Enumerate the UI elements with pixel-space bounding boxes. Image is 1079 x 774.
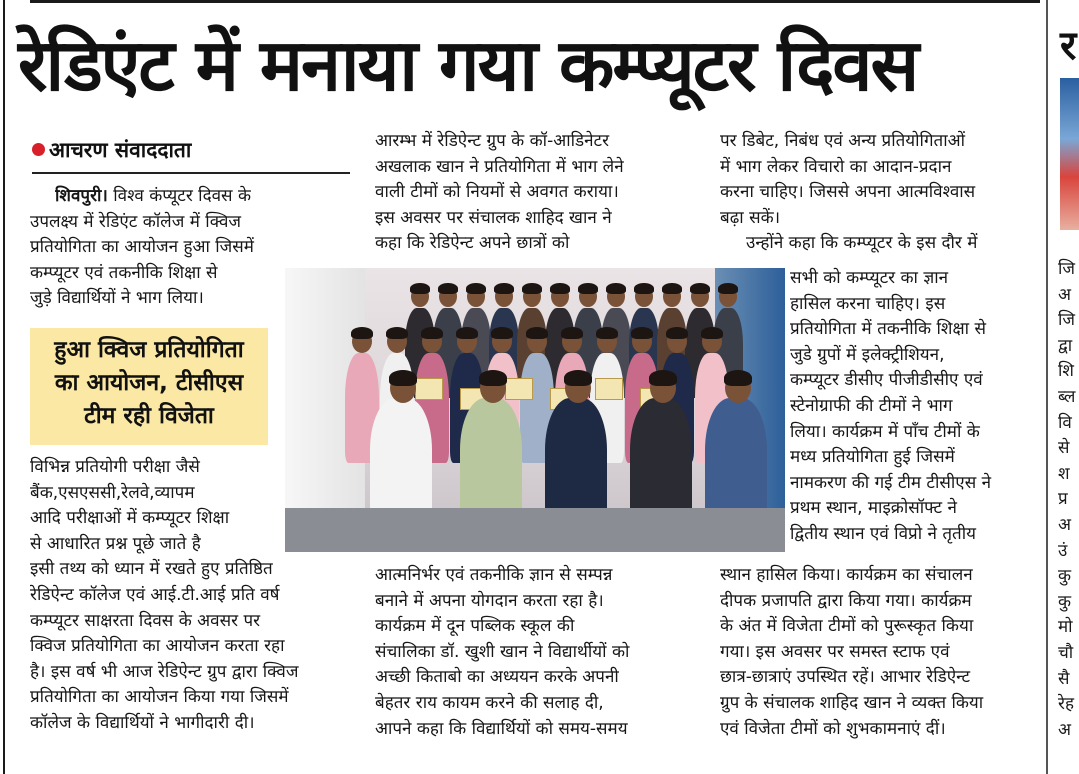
photo-person-hair	[421, 327, 443, 339]
article-line: मध्य प्रतियोगिता हुई जिसमें	[790, 447, 955, 468]
photo-person-hair	[718, 283, 738, 294]
adjacent-article-line: जि	[1058, 310, 1076, 331]
bullet-dot-icon	[32, 143, 45, 156]
photo-person-hair	[662, 283, 682, 294]
article-line: एवं विजेता टीमों को शुभकामनाएं दीं।	[720, 718, 946, 739]
adjacent-article-line: वि	[1058, 412, 1072, 433]
article-line	[55, 184, 251, 210]
article-line: ग्रुप के संचालक शाहिद खान ने व्यक्त किया	[720, 692, 984, 713]
certificate	[415, 378, 443, 400]
article-line: अखलाक खान ने प्रतियोगिता में भाग लेने	[375, 156, 624, 177]
adjacent-article-line: उं	[1058, 540, 1068, 561]
adjacent-article-line: अ	[1058, 284, 1071, 305]
byline	[32, 133, 191, 167]
article-line: प्रतियोगिता में तकनीकि शिक्षा से	[790, 319, 986, 340]
adjacent-article-line: अ	[1058, 514, 1071, 535]
article-line: कम्प्यूटर एवं तकनीकि शिक्षा से	[30, 262, 218, 283]
adjacent-article-line: रेह	[1058, 694, 1074, 715]
subheadline-box	[30, 328, 268, 445]
article-line: बेहतर राय कायम करने की सलाह दी,	[375, 692, 604, 713]
article-line: कम्प्यूटर साक्षरता दिवस के अवसर पर	[30, 610, 261, 631]
article-line: बैंक,एसएससी,रेलवे,व्यापम	[30, 482, 195, 503]
article-line: स्टेनोग्राफी की टीमों ने भाग	[790, 395, 953, 416]
article-line: सभी को कम्प्यूटर का ज्ञान	[790, 268, 949, 288]
article-line: दीपक प्रजापति द्वारा किया गया। कार्यक्रम	[720, 590, 972, 611]
column-2-top	[375, 129, 695, 257]
column-3-middle	[790, 266, 1040, 548]
article-line: संचालिका डॉ. खुशी खान ने विद्यार्थीयों को	[375, 641, 630, 662]
column-1-top	[55, 184, 251, 210]
article-line: पर डिबेट, निबंध एवं अन्य प्रतियोगिताओं	[720, 131, 965, 151]
adjacent-article-line: मो	[1058, 617, 1073, 638]
adjacent-article-line: कु	[1058, 591, 1072, 612]
photo-person-hair	[494, 283, 514, 294]
adjacent-article-line: कु	[1058, 566, 1072, 587]
photo-person-hair	[389, 370, 417, 386]
left-border-rule	[3, 0, 5, 774]
article-line: जुड़े विद्यार्थियों ने भाग लिया।	[30, 288, 204, 309]
adjacent-article-line: द्वा	[1058, 335, 1073, 356]
article-line: आदि परीक्षाओं में कम्प्यूटर शिक्षा	[30, 508, 230, 529]
certificate	[595, 378, 623, 400]
adjacent-article-text	[1058, 257, 1079, 774]
article-line: स्थान हासिल किया। कार्यक्रम का संचालन	[720, 565, 973, 585]
photo-person-hair	[526, 327, 548, 339]
adjacent-article-line: जि	[1058, 259, 1076, 279]
photo-person-hair	[631, 327, 653, 339]
subheadline-line: का आयोजन, टीसीएस	[54, 370, 244, 396]
article-line: उपलक्ष्य में रेडिएंट कॉलेज में क्विज	[30, 211, 242, 232]
article-line: इसी तथ्य को ध्यान में रखते हुए प्रतिष्ठित	[30, 559, 273, 580]
article-line: कहा कि रेडिऐन्ट अपने छात्रों को	[375, 233, 570, 254]
article-line: हासिल करना चाहिए। इस	[790, 293, 946, 314]
article-line: रेडिऐन्ट कॉलेज एवं आई.टी.आई प्रति वर्ष	[30, 584, 280, 605]
article-line: वाली टीमों को नियमों से अवगत कराया।	[375, 182, 619, 203]
photo-person-hair	[724, 370, 752, 386]
byline-rule	[32, 172, 350, 174]
group-photo	[285, 268, 785, 552]
article-line: से आधारित प्रश्न पूछे जाते है	[30, 533, 201, 554]
column-3-top	[720, 129, 1040, 257]
article-line: करना चाहिए। जिससे अपना आत्मविश्वास	[720, 182, 976, 203]
photo-person-hair	[578, 283, 598, 294]
photo-person-hair	[491, 327, 513, 339]
byline-text: आचरण संवाददाता	[49, 138, 192, 162]
photo-person-hair	[564, 370, 592, 386]
article-headline: रेडिएंट में मनाया गया कम्प्यूटर दिवस	[18, 23, 918, 107]
article-line: बनाने में अपना योगदान करता रहा है।	[375, 590, 604, 611]
article-line: क्विज प्रतियोगिता का आयोजन करता रहा	[30, 636, 285, 657]
adjacent-article-line: अ	[1058, 719, 1071, 740]
article-line: आपने कहा कि विद्यार्थियों को समय-समय	[375, 718, 628, 739]
article-line: बढ़ा सकें।	[720, 207, 781, 228]
photo-person-hair	[690, 283, 710, 294]
article-line: कार्यक्रम में दून पब्लिक स्कूल की	[375, 616, 575, 637]
adjacent-article-line: सै	[1058, 668, 1070, 689]
photo-person-hair	[522, 283, 542, 294]
article-line: है। इस वर्ष भी आज रेडिऐन्ट ग्रुप द्वारा क्विज	[30, 661, 299, 682]
adjacent-article-line: से	[1058, 438, 1070, 459]
article-line: उन्होंने कहा कि कम्प्यूटर के इस दौर में	[746, 233, 978, 254]
photo-floor	[285, 508, 785, 552]
photo-person-hair	[649, 370, 677, 386]
column-3-bottom	[720, 563, 1040, 742]
article-line: प्रथम स्थान, माइक्रोसॉफ्ट ने	[790, 498, 957, 519]
photo-person-hair	[606, 283, 626, 294]
certificate	[505, 378, 533, 400]
photo-person-hair	[596, 327, 618, 339]
article-line: कॉलेज के विद्यार्थियों ने भागीदारी दी।	[30, 712, 255, 733]
first-line-text: विश्व कंप्यूटर दिवस के	[107, 186, 252, 206]
article-line: द्वितीय स्थान एवं विप्रो ने तृतीय	[790, 523, 976, 544]
article-line: जुडे ग्रुपों में इलेक्ट्रीशियन,	[790, 344, 945, 365]
top-rule	[30, 0, 1040, 3]
article-line: अच्छी किताबो का अध्ययन करके अपनी	[375, 667, 619, 688]
photo-person-hair	[410, 283, 430, 294]
article-line: प्रतियोगिता का आयोजन हुआ जिसमें	[30, 237, 254, 258]
article-line: विभिन्न प्रतियोगी परीक्षा जैसे	[30, 457, 200, 477]
article-line: में भाग लेकर विचारो का आदान-प्रदान	[720, 156, 952, 177]
article-line: नामकरण की गई टीम टीसीएस ने	[790, 472, 992, 493]
article-line: प्रतियोगिता का आयोजन किया गया जिसमें	[30, 687, 289, 708]
dateline: शिवपुरी।	[55, 186, 108, 206]
photo-person-hair	[666, 327, 688, 339]
adjacent-article-line: चौ	[1058, 642, 1074, 663]
article-line: आरम्भ में रेडिऐन्ट ग्रुप के कॉ-आडिनेटर	[375, 131, 610, 151]
subheadline-line: हुआ क्विज प्रतियोगिता	[54, 337, 244, 363]
adjacent-article-line: श	[1058, 463, 1070, 484]
article-line: इस अवसर पर संचालक शाहिद खान ने	[375, 207, 612, 228]
photo-person-hair	[466, 283, 486, 294]
photo-person-hair	[351, 327, 373, 339]
photo-person-hair	[456, 327, 478, 339]
article-line: के अंत में विजेता टीमों को पुरूस्कृत किया	[720, 616, 974, 637]
subheadline-line: टीम रही विजेता	[84, 403, 214, 429]
adjacent-article-line: शि	[1058, 361, 1074, 382]
article-line: आत्मनिर्भर एवं तकनीकि ज्ञान से सम्पन्न	[375, 565, 613, 585]
adjacent-article-line: ब्ल	[1058, 386, 1076, 407]
photo-person-hair	[438, 283, 458, 294]
photo-person-hair	[634, 283, 654, 294]
adjacent-article-photo	[1060, 78, 1079, 230]
photo-person-hair	[701, 327, 723, 339]
article-line: लिया। कार्यक्रम में पाँच टीमों के	[790, 421, 980, 442]
article-line: कम्प्यूटर डीसीए पीजीडीसीए एवं	[790, 370, 983, 391]
article-line: गया। इस अवसर पर समस्त स्टाफ एवं	[720, 641, 950, 662]
adjacent-article-headline-fragment: र	[1060, 23, 1077, 69]
photo-person-hair	[550, 283, 570, 294]
column-2-bottom	[375, 563, 695, 742]
photo-person-hair	[561, 327, 583, 339]
article-line: छात्र-छात्राएं उपस्थित रहें। आभार रेडिऐन्ट	[720, 667, 971, 688]
photo-person-hair	[479, 370, 507, 386]
photo-person-hair	[386, 327, 408, 339]
adjacent-article-line: प्र	[1058, 489, 1068, 510]
